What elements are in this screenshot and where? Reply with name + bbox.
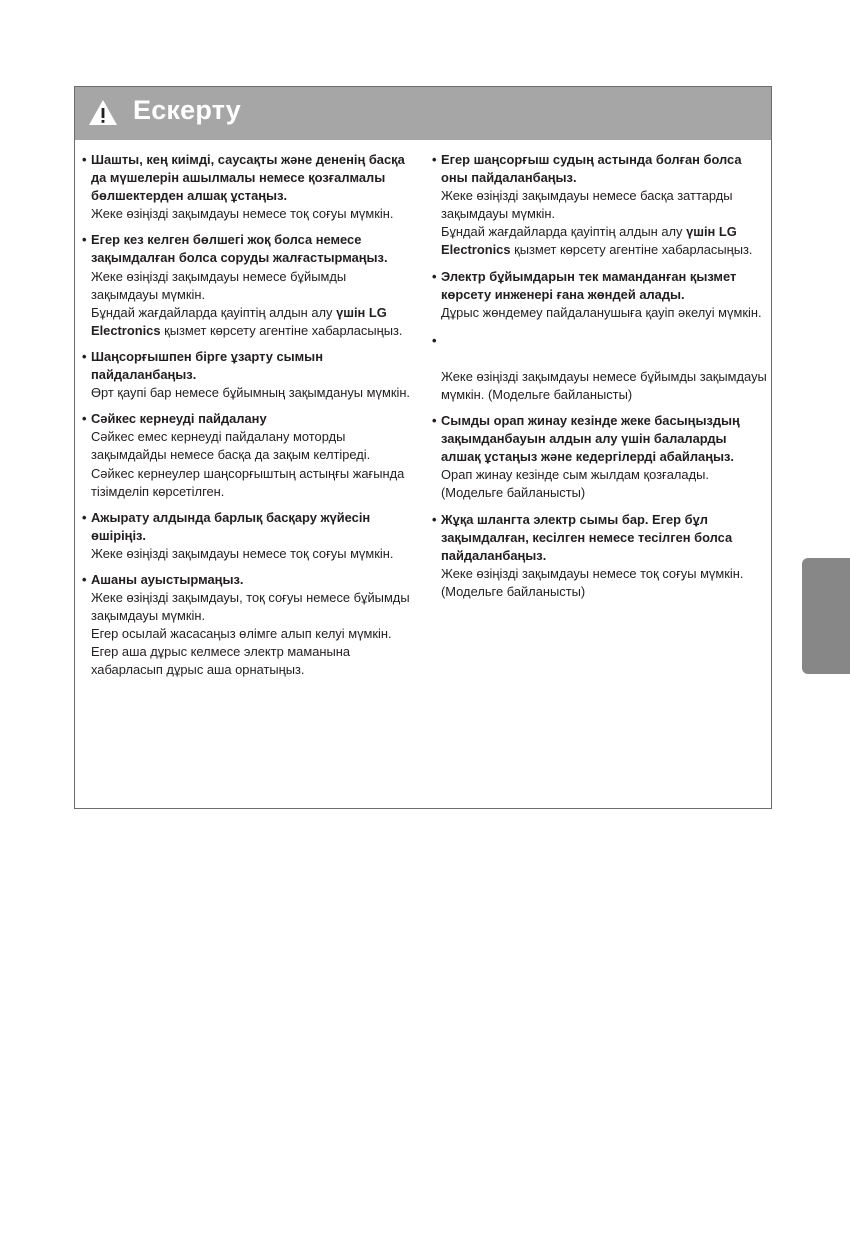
list-item: • Жұқа шлангта электр сымы бар. Егер бұл зақымдалған, кесілген немесе тесілген болса пайдаланбаңыз. Жеке өзіңізді зақымдауы немесе тоқ соғуы мүмкін.(Модельге байланысты) <box>433 511 768 601</box>
item-heading: Шашты, кең киімді, саусақты және дененің басқа да мүшелерін ашылмалы немесе қозғалмалы бөлшектерден алшақ ұстаңыз. <box>91 152 405 204</box>
item-heading: Егер кез келген бөлшегі жоқ болса немесе зақымдалған болса соруды жалғастырмаңыз. <box>91 232 388 266</box>
item-body: Жеке өзіңізді зақымдауы немесе бұйымды зақымдауы мүмкін. (Модельге байланысты) <box>441 368 767 402</box>
item-heading: Сымды орап жинау кезінде жеке басыңыздың зақымданбауын алдын алу үшін балаларды алшақ ұстаңыз және кедергілерді абайлаңыз. <box>441 413 740 465</box>
warning-box <box>74 86 772 809</box>
item-body: Сәйкес емес кернеуді пайдалану моторды зақымдайды немесе басқа да зақым келтіреді. <box>91 429 371 463</box>
item-body: Жеке өзіңізді зақымдауы немесе басқа заттарды зақымдауы мүмкін. <box>441 188 733 222</box>
warning-title: Ескерту <box>133 95 242 125</box>
item-body-2: Сәйкес кернеулер шаңсорғыштың астыңғы жағында тізімделіп көрсетілген. <box>91 465 405 499</box>
list-item: • Жеке өзіңізді зақымдауы немесе бұйымды зақымдауы мүмкін. (Модельге байланысты) <box>433 332 768 404</box>
item-body: Өрт қаупі бар немесе бұйымның зақымдануы мүмкін. <box>91 385 411 401</box>
item-body: Жеке өзіңізді зақымдауы, тоқ соғуы немесе бұйымды зақымдауы мүмкін. <box>91 590 410 624</box>
list-item: • Электр бұйымдарын тек маманданған қызмет көрсету инженері ғана жөндей алады. Дұрыс жөндемеу пайдаланушыға қауіп әкелуі мүмкін. <box>433 268 768 322</box>
item-body: Жеке өзіңізді зақымдауы немесе тоқ соғуы мүмкін.(Модельге байланысты) <box>441 565 744 599</box>
item-heading <box>441 332 768 368</box>
list-item: • Егер кез келген бөлшегі жоқ болса немесе зақымдалған болса соруды жалғастырмаңыз. Жеке өзіңізді зақымдауы немесе бұйымды зақымдауы мүмкін. Бұндай жағдайларда қауіптің алдын алу үшін LG Electronics қызмет көрсету агентіне хабарласыңыз. <box>83 231 413 340</box>
item-body: Жеке өзіңізді зақымдауы немесе тоқ соғуы мүмкін. <box>91 545 394 561</box>
item-heading: Сәйкес кернеуді пайдалану <box>91 411 267 427</box>
item-heading: Шаңсорғышпен бірге ұзарту сымын пайдаланбаңыз. <box>91 348 323 383</box>
item-heading: Егер шаңсорғыш судың астында болған болса оны пайдаланбаңыз. <box>441 152 742 186</box>
warning-header <box>75 87 771 140</box>
item-heading: Ажырату алдында барлық басқару жүйесін өшіріңіз. <box>91 509 371 543</box>
item-body: Дұрыс жөндемеу пайдаланушыға қауіп әкелуі мүмкін. <box>441 304 762 320</box>
list-item: • Ажырату алдында барлық басқару жүйесін өшіріңіз. Жеке өзіңізді зақымдауы немесе тоқ соғуы мүмкін. <box>83 509 413 563</box>
list-item: • Шашты, кең киімді, саусақты және дененің басқа да мүшелерін ашылмалы немесе қозғалмалы бөлшектерден алшақ ұстаңыз. Жеке өзіңізді зақымдауы немесе тоқ соғуы мүмкін. <box>83 151 413 223</box>
item-body: Жеке өзіңізді зақымдауы немесе тоқ соғуы мүмкін. <box>91 206 394 222</box>
item-body-2: Бұндай жағдайларда қауіптің алдын алу үшін LG Electronics қызмет көрсету агентіне хабарласыңыз. <box>441 224 753 258</box>
item-body-2: Бұндай жағдайларда қауіптің алдын алу үшін LG Electronics қызмет көрсету агентіне хабарласыңыз. <box>91 304 403 338</box>
warning-triangle-icon <box>88 99 118 126</box>
list-item: • Сәйкес кернеуді пайдалану Сәйкес емес кернеуді пайдалану моторды зақымдайды немесе басқа да зақым келтіреді. Сәйкес кернеулер шаңсорғыштың астыңғы жағында тізімделіп көрсетілген. <box>83 410 413 500</box>
list-item: • Ашаны ауыстырмаңыз. Жеке өзіңізді зақымдауы, тоқ соғуы немесе бұйымды зақымдауы мүмкін. Егер осылай жасасаңыз өлімге алып келуі мүмкін. Егер аша дұрыс келмесе электр маманына хабарласып дұрыс аша орнатыңыз. <box>83 571 413 680</box>
item-body-2: Егер осылай жасасаңыз өлімге алып келуі мүмкін. Егер аша дұрыс келмесе электр маманына хабарласып дұрыс аша орнатыңыз. <box>91 626 392 678</box>
item-heading: Жұқа шлангта электр сымы бар. Егер бұл зақымдалған, кесілген немесе тесілген болса пайдаланбаңыз. <box>441 511 733 563</box>
item-body: Жеке өзіңізді зақымдауы немесе бұйымды зақымдауы мүмкін. <box>91 268 347 302</box>
section-side-tab <box>802 558 850 674</box>
right-column <box>433 151 768 601</box>
left-column <box>83 151 413 680</box>
item-body: Орап жинау кезінде сым жылдам қозғалады. (Модельге байланысты) <box>441 467 709 501</box>
list-item: • Егер шаңсорғыш судың астында болған болса оны пайдаланбаңыз. Жеке өзіңізді зақымдауы немесе басқа заттарды зақымдауы мүмкін. Бұндай жағдайларда қауіптің алдын алу үшін LG Electronics қызмет көрсету агентіне хабарласыңыз. <box>433 151 768 260</box>
item-heading: Электр бұйымдарын тек маманданған қызмет көрсету инженері ғана жөндей алады. <box>441 268 737 302</box>
list-item: • Шаңсорғышпен бірге ұзарту сымын пайдаланбаңыз. Өрт қаупі бар немесе бұйымның зақымдануы мүмкін. <box>83 348 413 402</box>
list-item: • Сымды орап жинау кезінде жеке басыңыздың зақымданбауын алдын алу үшін балаларды алшақ ұстаңыз және кедергілерді абайлаңыз. Орап жинау кезінде сым жылдам қозғалады. (Модельге байланысты) <box>433 412 768 502</box>
item-heading: Ашаны ауыстырмаңыз. <box>91 571 244 587</box>
